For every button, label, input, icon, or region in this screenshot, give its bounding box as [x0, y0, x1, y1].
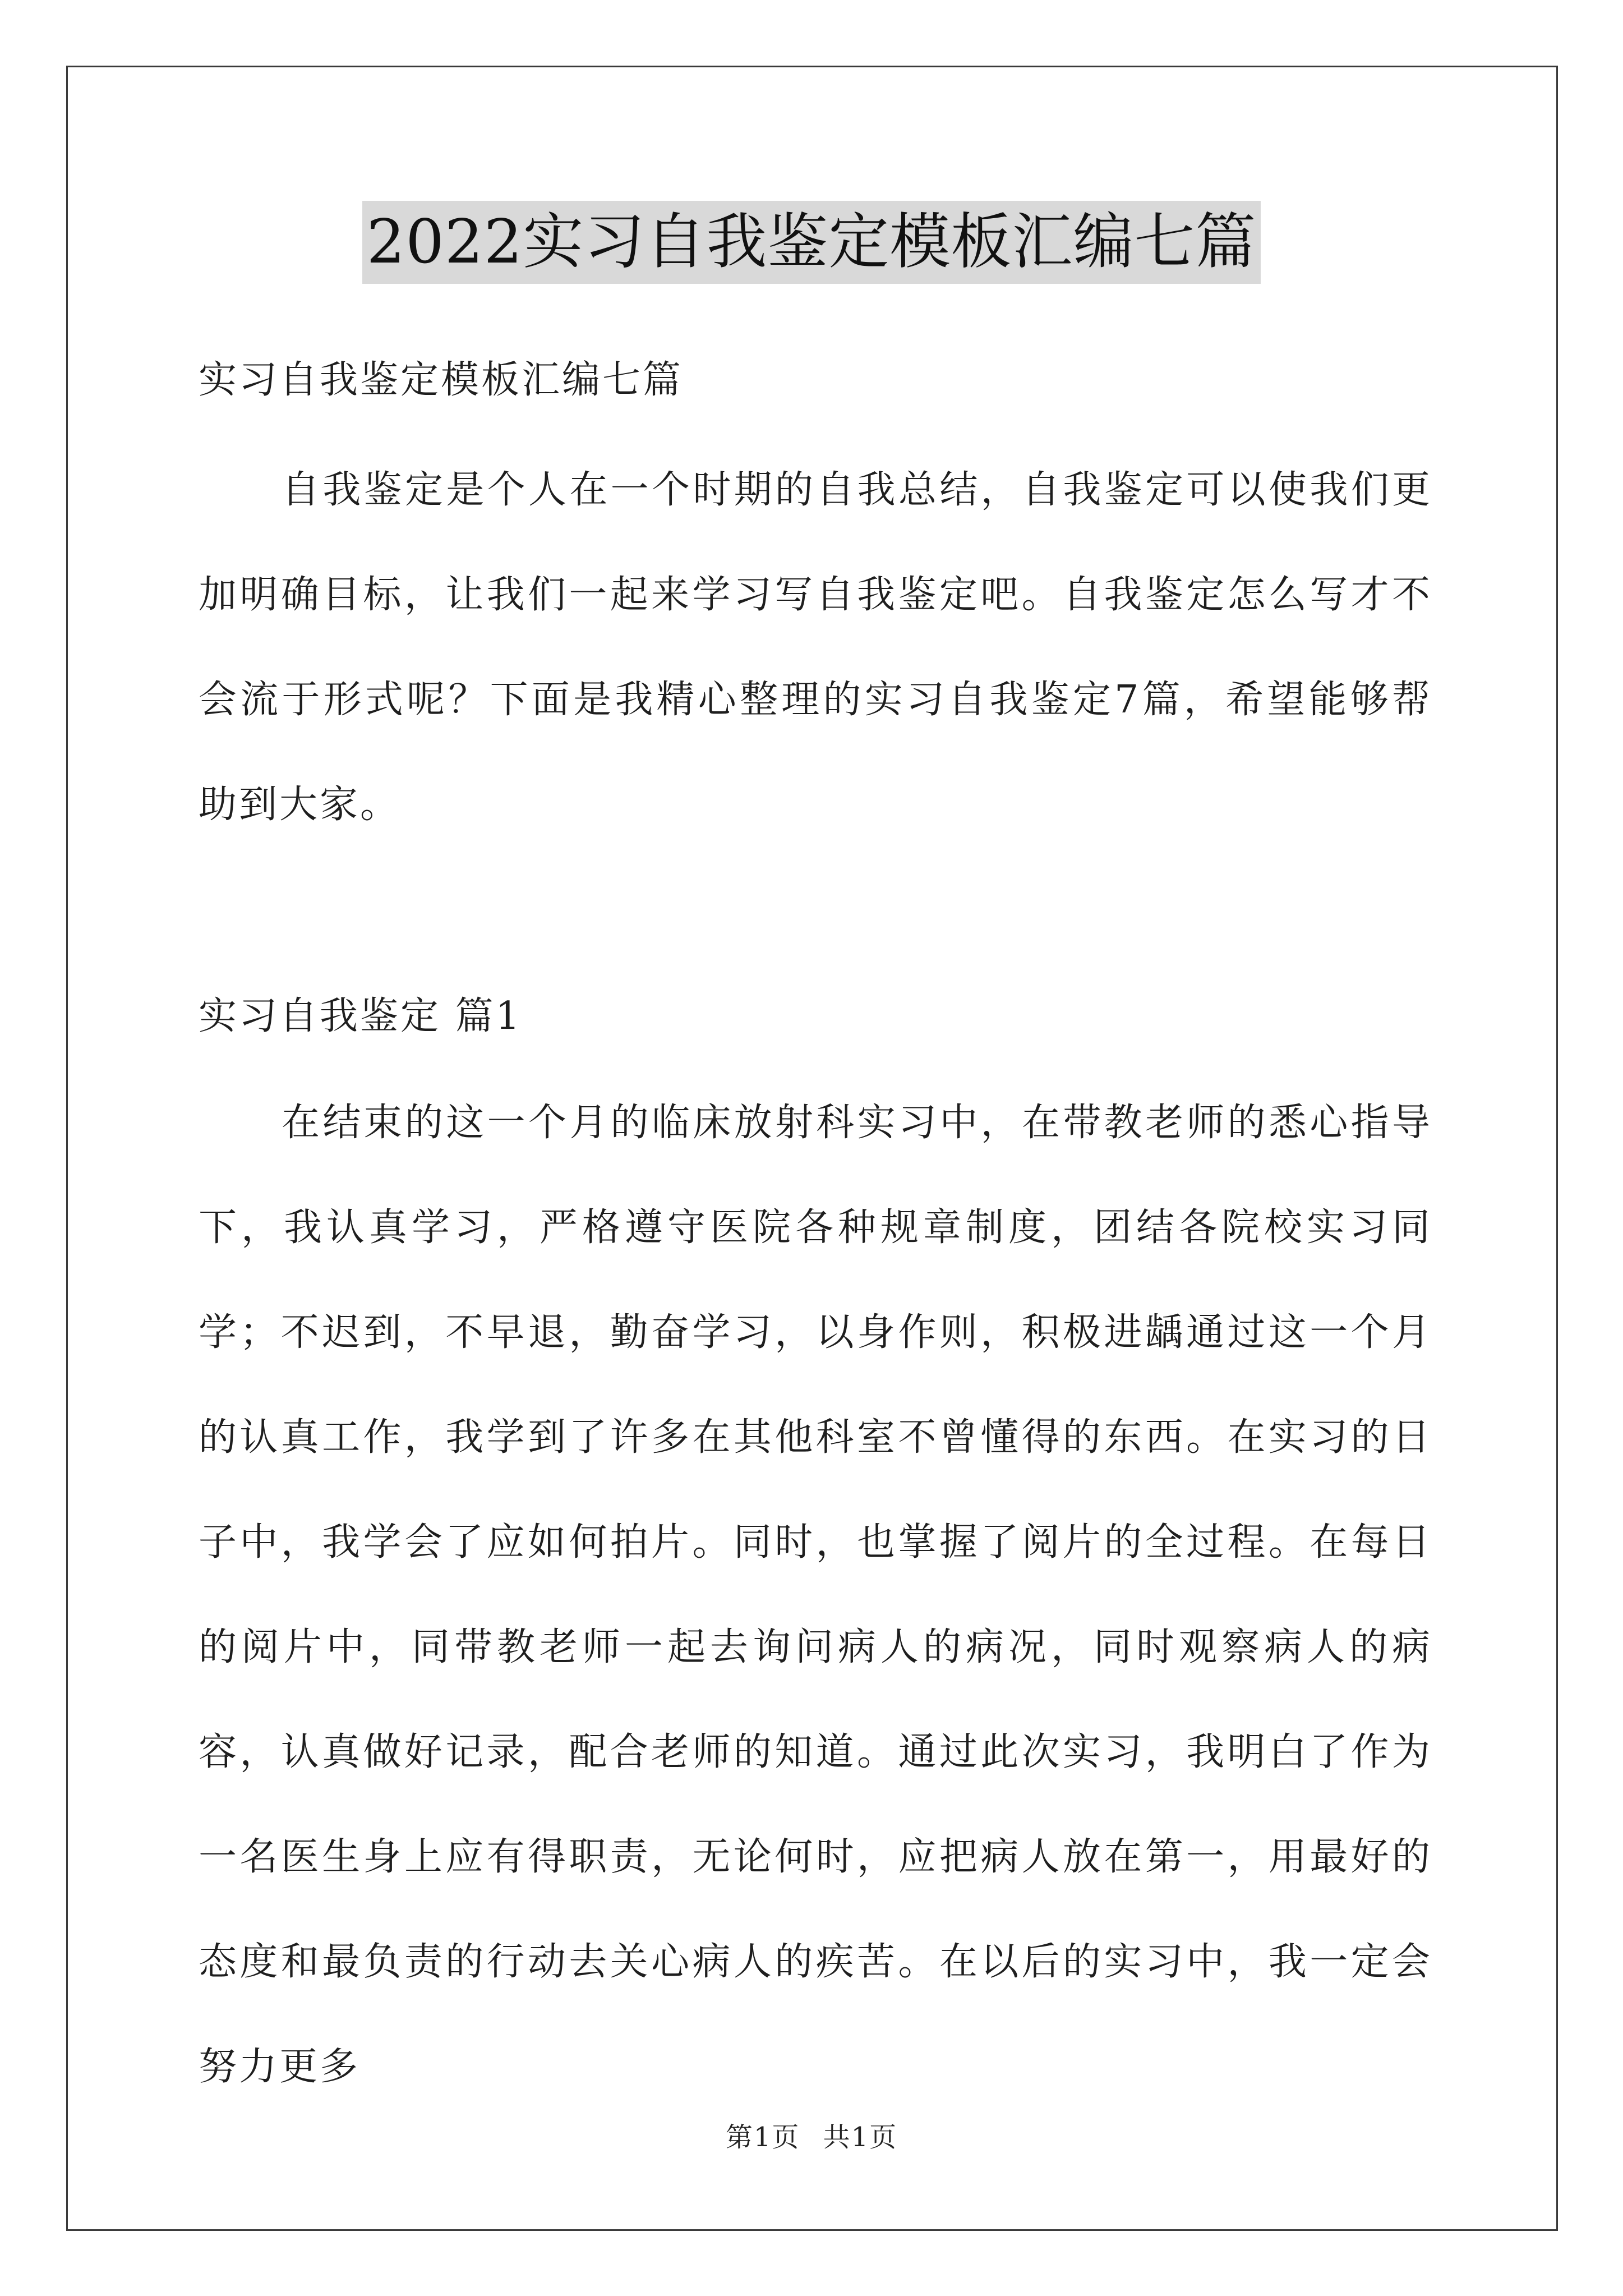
page-number-total: 共1页	[823, 2122, 898, 2153]
page-footer	[0, 2120, 1623, 2154]
title-container	[0, 201, 1623, 284]
section-heading-1: 实习自我鉴定 篇1	[199, 994, 522, 1038]
document-subtitle: 实习自我鉴定模板汇编七篇	[199, 358, 684, 402]
section-paragraph-1: 在结束的这一个月的临床放射科实习中，在带教老师的悉心指导下，我认真学习，严格遵守医院各种规章制度，团结各院校实习同学；不迟到，不早退，勤奋学习，以身作则，积极进龋通过这一个月的认真工作，我学到了许多在其他科室不曾懂得的东西。在实习的日子中，我学会了应如何拍片。同时，也掌握了阅片的全过程。在每日的阅片中，同带教老师一起去询问病人的病况，同时观察病人的病容，认真做好记录，配合老师的知道。通过此次实习，我明白了作为一名医生身上应有得职责，无论何时，应把病人放在第一，用最好的态度和最负责的行动去关心病人的疾苦。在以后的实习中，我一定会努力更多	[199, 1101, 1432, 2089]
document-title: 2022实习自我鉴定模板汇编七篇	[362, 201, 1261, 284]
intro-paragraph: 自我鉴定是个人在一个时期的自我总结，自我鉴定可以使我们更加明确目标，让我们一起来学习写自我鉴定吧。自我鉴定怎么写才不会流于形式呢？下面是我精心整理的实习自我鉴定7篇，希望能够帮助到大家。	[199, 468, 1432, 827]
page-number-current: 第1页	[725, 2122, 800, 2153]
